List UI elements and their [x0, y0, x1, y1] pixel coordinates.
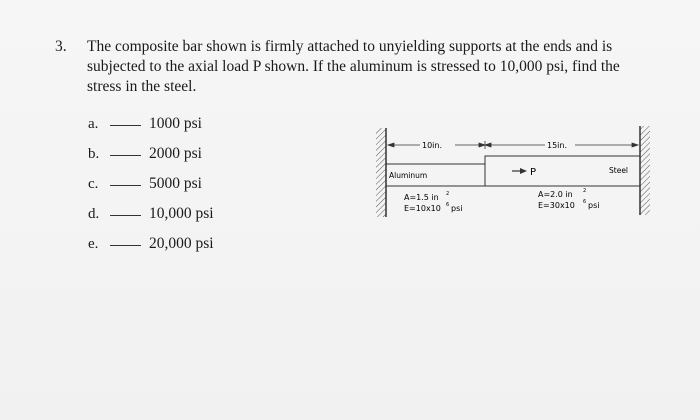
right-wall-support [640, 126, 650, 215]
left-length-label: 10in. [422, 141, 443, 150]
question-line-2: subjected to the axial load P shown. If the aluminum is stressed to 10,000 psi, find the [87, 58, 620, 75]
aluminum-properties [404, 191, 462, 213]
steel-area: A=2.0 in [538, 190, 573, 199]
choice-letter: b. [88, 146, 100, 162]
steel-label: Steel [609, 166, 629, 175]
choice-c [88, 175, 202, 193]
choice-e [88, 235, 214, 253]
steel-bar [485, 156, 640, 186]
choice-a [88, 115, 202, 133]
choice-value: 20,000 psi [149, 235, 214, 252]
right-length-label: 15in. [547, 141, 568, 150]
aluminum-modulus: E=10x10 [404, 204, 441, 213]
answer-blank [110, 125, 141, 126]
choice-b [88, 145, 202, 163]
choice-d [88, 205, 214, 223]
steel-modulus: E=30x10 [538, 201, 575, 210]
modulus-unit: psi [588, 201, 600, 210]
area-exponent: 2 [446, 191, 450, 197]
left-wall-support [376, 128, 386, 217]
choice-value: 2000 psi [149, 145, 202, 162]
steel-properties [538, 188, 599, 210]
choice-value: 5000 psi [149, 175, 202, 192]
choice-letter: a. [88, 116, 99, 132]
aluminum-label: Aluminum [389, 171, 428, 180]
choice-value: 10,000 psi [149, 205, 214, 222]
choice-letter: e. [88, 236, 99, 252]
modulus-exponent: 6 [583, 199, 587, 205]
area-exponent: 2 [583, 188, 587, 194]
aluminum-area: A=1.5 in [404, 193, 439, 202]
aluminum-bar [386, 164, 485, 186]
question-line-1: The composite bar shown is firmly attached to unyielding supports at the ends and is [87, 38, 613, 55]
question-text [87, 37, 677, 97]
question-line-3: stress in the steel. [87, 78, 197, 95]
question-number: 3. [55, 38, 67, 55]
choice-letter: c. [88, 176, 99, 192]
choice-value: 1000 psi [149, 115, 202, 132]
choice-letter: d. [88, 206, 100, 222]
answer-blank [110, 185, 141, 186]
dimension-line [388, 141, 638, 149]
load-arrow [512, 168, 527, 174]
load-label: P [530, 167, 537, 178]
modulus-unit: psi [451, 204, 463, 213]
answer-blank [110, 245, 141, 246]
answer-blank [110, 215, 141, 216]
modulus-exponent: 6 [446, 202, 450, 208]
answer-blank [110, 155, 141, 156]
